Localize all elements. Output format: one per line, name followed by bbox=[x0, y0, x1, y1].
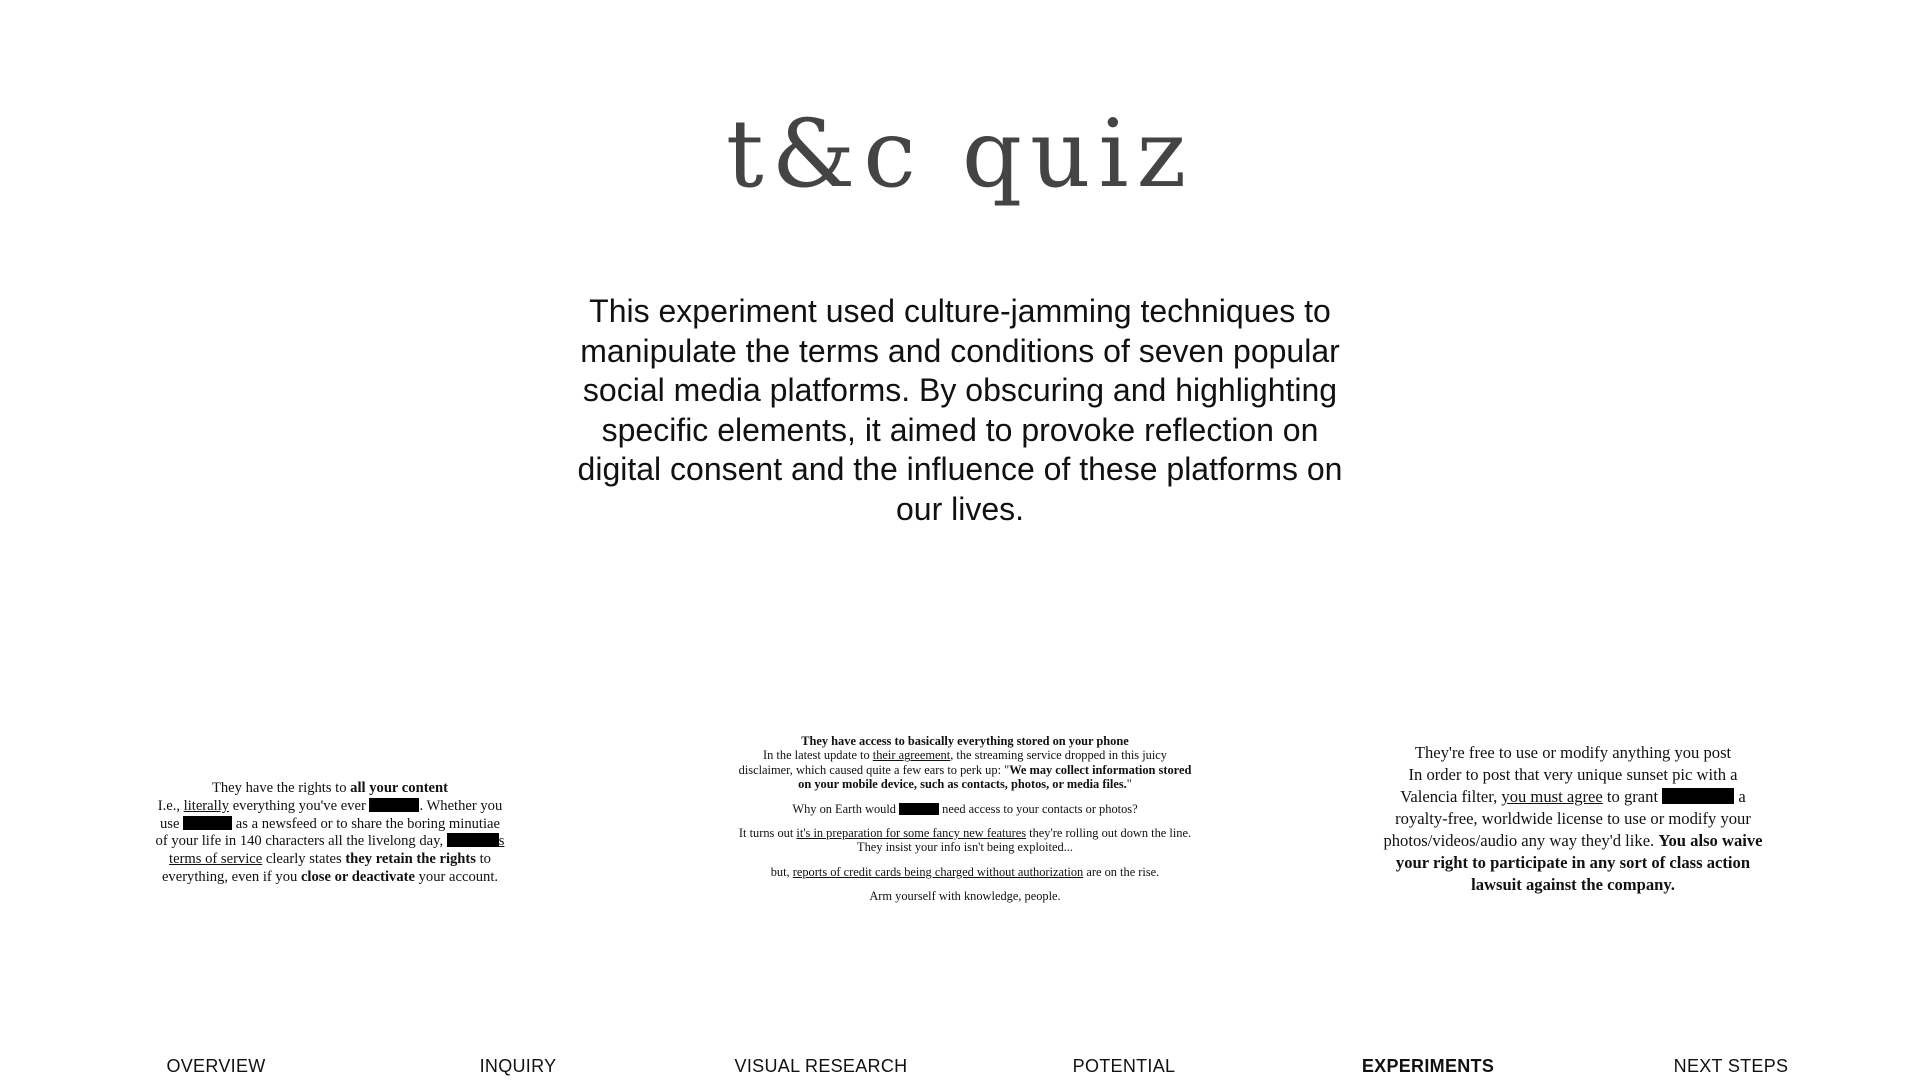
tc-card-license bbox=[1348, 742, 1798, 896]
card-text: are on the rise. bbox=[1083, 864, 1160, 879]
card-text: to grant bbox=[1602, 787, 1663, 806]
card-line: royalty-free, worldwide license to use or modify your bbox=[1395, 809, 1751, 828]
card-underlined-text: literally bbox=[183, 797, 230, 814]
card-text: It turns out bbox=[738, 826, 797, 841]
card-line bbox=[1348, 852, 1798, 874]
card-text: . Whether you bbox=[419, 797, 503, 814]
card-text: but, bbox=[770, 864, 793, 879]
tc-card-phone-access bbox=[735, 734, 1195, 914]
nav-item-overview[interactable]: OVERVIEW bbox=[166, 1056, 266, 1076]
tc-card-content-rights bbox=[130, 780, 530, 887]
card-bold-text: We may collect information stored on your mobile device, such as contacts, photos, or media files. bbox=[798, 762, 1192, 792]
card-bold-text: close or deactivate bbox=[300, 868, 415, 885]
card-bold-text: lawsuit against the company. bbox=[1471, 875, 1675, 894]
card-line bbox=[130, 798, 530, 816]
card-text: everything you've ever bbox=[229, 797, 370, 814]
nav-item-inquiry[interactable]: INQUIRY bbox=[479, 1056, 557, 1076]
card-paragraph bbox=[735, 802, 1195, 816]
card-text: your account. bbox=[414, 868, 499, 885]
card-underlined-text: their agreement bbox=[872, 748, 951, 763]
nav-item-experiments[interactable]: EXPERIMENTS bbox=[1361, 1056, 1495, 1076]
card-text: of your life in 140 characters all the livelong day, bbox=[155, 833, 447, 850]
redaction-bar bbox=[183, 816, 232, 830]
card-text: They have the rights to bbox=[211, 780, 351, 796]
card-heading bbox=[735, 734, 1195, 792]
card-text: clearly states bbox=[262, 851, 346, 868]
card-line bbox=[1348, 786, 1798, 808]
card-line bbox=[1348, 874, 1798, 896]
nav-item-potential[interactable]: POTENTIAL bbox=[1072, 1056, 1176, 1076]
nav-item-visual-research[interactable]: VISUAL RESEARCH bbox=[734, 1056, 908, 1076]
redaction-bar bbox=[369, 798, 419, 812]
card-text: use bbox=[160, 815, 184, 832]
card-bold-text: You also waive bbox=[1658, 831, 1763, 850]
intro-paragraph: This experiment used culture-jamming techniques to manipulate the terms and conditions of seven popular social media platforms. By obscuring and highlighting specific elements, it aimed to provoke reflection on digital consent and the influence of these platforms on our lives. bbox=[577, 293, 1343, 527]
card-bold-text: your right to participate in any sort of class action bbox=[1395, 853, 1751, 872]
card-underlined-text: it's in preparation for some fancy new features bbox=[796, 826, 1027, 841]
card-text: , the streaming service dropped in this juicy disclaimer, which caused quite a few ears to perk up: " bbox=[738, 748, 1167, 777]
card-paragraph bbox=[735, 826, 1195, 855]
card-line: They're free to use or modify anything you post bbox=[1414, 743, 1732, 762]
card-text: as a newsfeed or to share the boring minutiae bbox=[232, 815, 500, 832]
card-line bbox=[130, 780, 530, 798]
card-paragraph: Arm yourself with knowledge, people. bbox=[869, 889, 1061, 904]
section-nav bbox=[0, 1056, 1920, 1080]
card-text: everything, even if you bbox=[161, 868, 301, 885]
card-underlined-text: you must agree bbox=[1501, 787, 1603, 806]
card-bold-text: they retain the rights bbox=[345, 851, 476, 868]
card-line bbox=[1348, 830, 1798, 852]
card-underlined-text: terms of service bbox=[169, 851, 263, 868]
nav-item-next-steps[interactable]: NEXT STEPS bbox=[1673, 1056, 1789, 1076]
redaction-bar bbox=[1662, 788, 1734, 804]
card-text: to bbox=[475, 851, 491, 868]
card-text: I.e., bbox=[157, 797, 184, 814]
card-line bbox=[130, 869, 530, 887]
card-line bbox=[130, 851, 530, 869]
redaction-bar bbox=[899, 803, 939, 815]
card-text: Why on Earth would bbox=[792, 801, 900, 816]
card-line: In order to post that very unique sunset pic with a bbox=[1408, 765, 1738, 784]
card-line bbox=[130, 816, 530, 834]
card-text: " bbox=[1126, 777, 1132, 792]
card-underlined-text: s bbox=[498, 833, 505, 850]
card-underlined-text: reports of credit cards being charged without authorization bbox=[792, 864, 1084, 879]
card-bold-text: all your content bbox=[350, 780, 449, 796]
redaction-bar bbox=[447, 833, 499, 847]
page-title: t&c quiz bbox=[725, 100, 1195, 209]
card-text: need access to your contacts or photos? bbox=[939, 801, 1138, 816]
card-text: Valencia filter, bbox=[1400, 787, 1502, 806]
card-text: they're rolling out down the line. They insist your info isn't being exploited... bbox=[857, 826, 1192, 855]
card-text: photos/videos/audio any way they'd like. bbox=[1383, 831, 1659, 850]
card-bold-text: They have access to basically everything stored on your phone bbox=[801, 734, 1129, 748]
card-paragraph bbox=[735, 865, 1195, 879]
card-line bbox=[130, 833, 530, 851]
card-text: In the latest update to bbox=[763, 748, 873, 763]
card-text: a bbox=[1734, 787, 1746, 806]
